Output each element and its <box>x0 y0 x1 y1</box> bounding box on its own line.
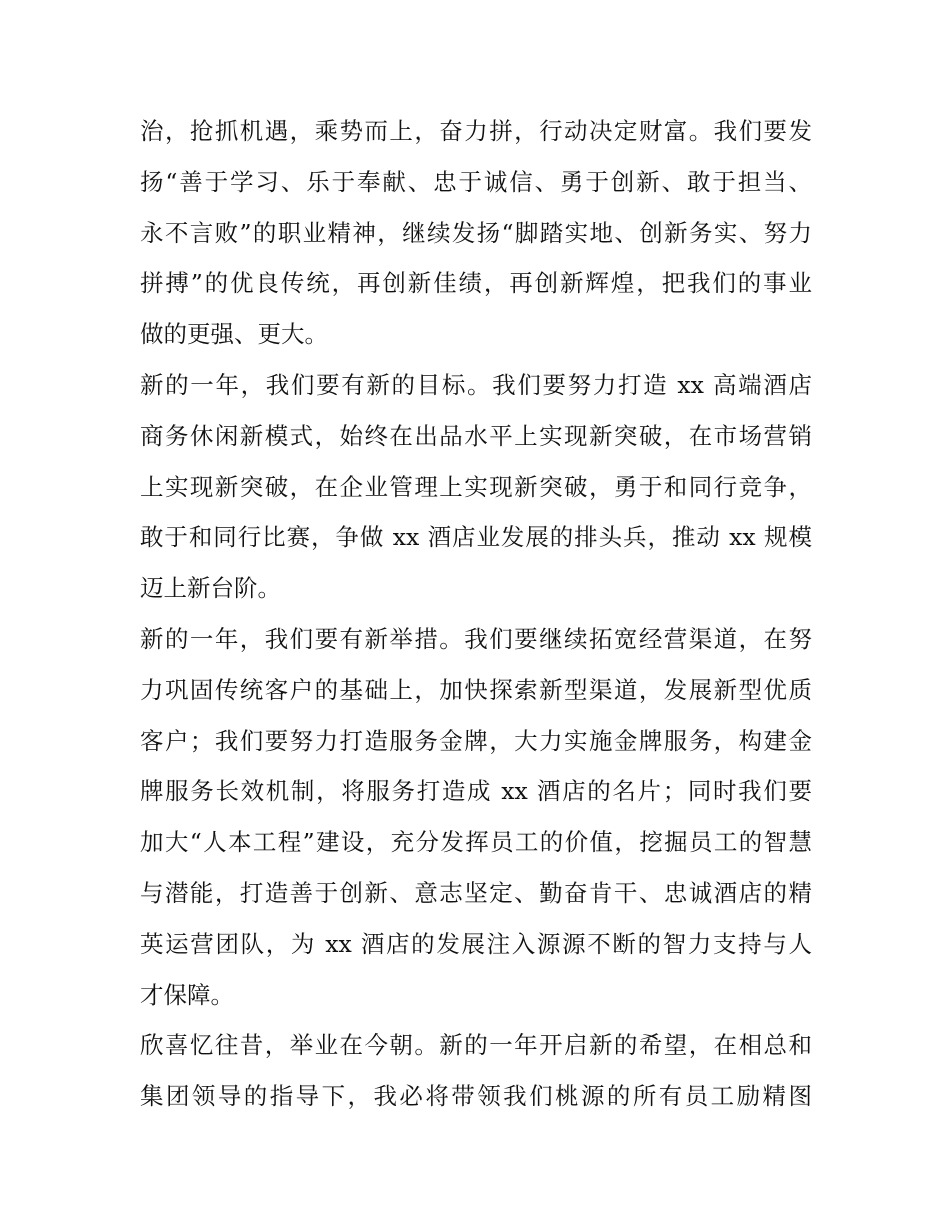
text-line: 做的更强、更大。 <box>140 320 328 349</box>
text-line: 集团领导的指导下，我必将带领我们桃源的所有员工励精图 <box>140 1082 812 1111</box>
text-line: 迈上新台阶。 <box>140 574 281 603</box>
paragraph-2 <box>140 360 812 614</box>
text-line: 新的一年，我们要有新举措。我们要继续拓宽经营渠道，在努 <box>140 624 812 653</box>
text-line: 拼搏”的优良传统，再创新佳绩，再创新辉煌，把我们的事业 <box>140 269 812 298</box>
text-line: 客户；我们要努力打造服务金牌，大力实施金牌服务，构建金 <box>140 726 812 755</box>
paragraph-3 <box>140 614 812 1020</box>
text-line: 加大“人本工程”建设，充分发挥员工的价值，挖掘员工的智慧 <box>140 828 812 857</box>
text-line: 治，抢抓机遇，乘势而上，奋力拼，行动决定财富。我们要发 <box>140 117 812 145</box>
text-line: 新的一年，我们要有新的目标。我们要努力打造 xx 高端酒店 <box>140 370 812 399</box>
text-line: 英运营团队，为 xx 酒店的发展注入源源不断的智力支持与人 <box>140 929 812 958</box>
text-line: 敢于和同行比赛，争做 xx 酒店业发展的排头兵，推动 xx 规模 <box>140 523 812 552</box>
paragraph-4 <box>140 1020 812 1122</box>
text-line: 商务休闲新模式，始终在出品水平上实现新突破，在市场营销 <box>140 421 812 450</box>
text-line: 牌服务长效机制，将服务打造成 xx 酒店的名片；同时我们要 <box>140 777 812 806</box>
text-line: 扬“善于学习、乐于奉献、忠于诚信、勇于创新、敢于担当、 <box>140 167 812 196</box>
text-line: 永不言败”的职业精神，继续发扬“脚踏实地、创新务实、努力 <box>140 218 812 247</box>
paragraph-1 <box>140 106 812 360</box>
text-line: 力巩固传统客户的基础上，加快探索新型渠道，发展新型优质 <box>140 675 812 704</box>
text-line: 与潜能，打造善于创新、意志坚定、勤奋肯干、忠诚酒店的精 <box>140 878 812 907</box>
text-line: 欣喜忆往昔，举业在今朝。新的一年开启新的希望，在相总和 <box>140 1031 812 1060</box>
document-body <box>140 106 812 1122</box>
text-line: 上实现新突破，在企业管理上实现新突破，勇于和同行竞争， <box>140 472 812 501</box>
text-line: 才保障。 <box>140 980 234 1009</box>
